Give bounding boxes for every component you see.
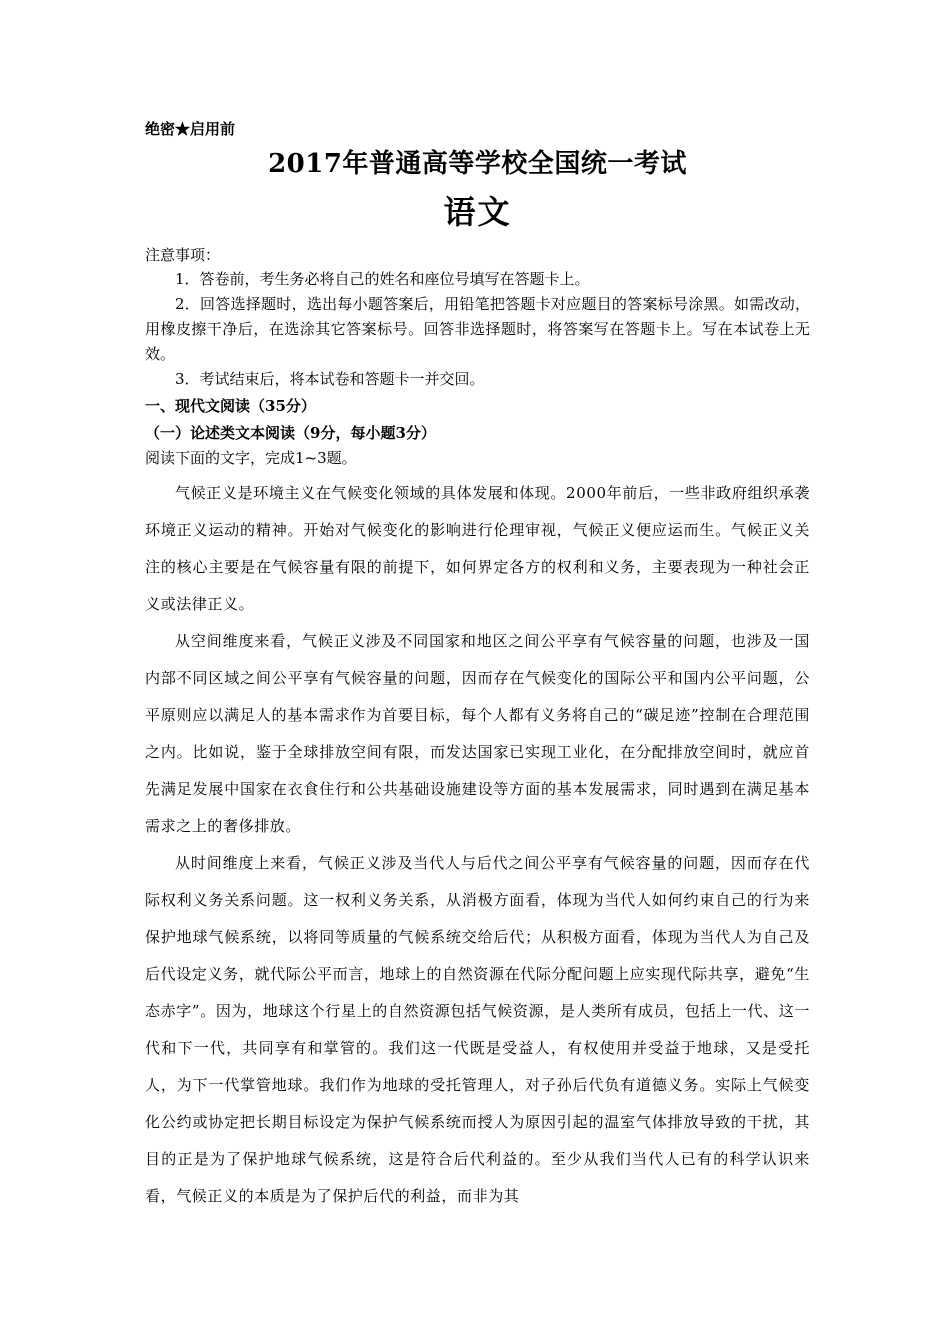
notes-block	[145, 244, 810, 392]
notes-heading: 注意事项：	[145, 246, 221, 264]
note-item: 1．答卷前，考生务必将自己的姓名和座位号填写在答题卡上。	[175, 270, 590, 288]
passage-paragraph: 从时间维度上来看，气候正义涉及当代人与后代之间公平享有气候容量的问题，因而存在代际权利义务关系问题。这一权利义务关系，从消极方面看，体现为当代人如何约束自己的行为来保护地球气候系统，以将同等质量的气候系统交给后代；从积极方面看，体现为当代人为自己及后代设定义务，就代际公平而言，地球上的自然资源在代际分配问题上应实现代际共享，避免“生态赤字”。因为，地球这个行星上的自然资源包括气候资源，是人类所有成员，包括上一代、这一代和下一代，共同享有和掌管的。我们这一代既是受益人，有权使用并受益于地球，又是受托人，为下一代掌管地球。我们作为地球的受托管理人，对子孙后代负有道德义务。实际上气候变化公约或协定把长期目标设定为保护气候系统而授人为原因引起的温室气体排放导致的干扰，其目的正是为了保护地球气候系统，这是符合后代利益的。至少从我们当代人已有的科学认识来看，气候正义的本质是为了保护后代的利益，而非为其	[145, 854, 810, 1205]
note-item: 3．考试结束后，将本试卷和答题卡一并交回。	[175, 370, 485, 388]
section-heading: 一、现代文阅读（35分）	[145, 397, 316, 415]
reading-instruction: 阅读下面的文字，完成1~3题。	[145, 449, 357, 467]
subject-title: 语文	[443, 193, 512, 231]
reading-passage	[145, 475, 810, 1215]
classification-label: 绝密★启用前	[145, 120, 236, 138]
passage-paragraph: 从空间维度来看，气候正义涉及不同国家和地区之间公平享有气候容量的问题，也涉及一国内部不同区域之间公平享有气候容量的问题，因而存在气候变化的国际公平和国内公平问题，公平原则应以满足人的基本需求作为首要目标，每个人都有义务将自己的“碳足迹”控制在合理范围之内。比如说，鉴于全球排放空间有限，而发达国家已实现工业化，在分配排放空间时，就应首先满足发展中国家在衣食住行和公共基础设施建设等方面的基本发展需求，同时遇到在满足基本需求之上的奢侈排放。	[145, 632, 810, 835]
exam-title: 2017年普通高等学校全国统一考试	[268, 149, 687, 179]
exam-page	[145, 118, 810, 1215]
subsection-heading: （一）论述类文本阅读（9分，每小题3分）	[145, 424, 436, 442]
note-item: 2．回答选择题时，选出每小题答案后，用铅笔把答题卡对应题目的答案标号涂黑。如需改动，用橡皮擦干净后，在选涂其它答案标号。回答非选择题时，将答案写在答题卡上。写在本试卷上无效。	[145, 295, 810, 363]
passage-paragraph: 气候正义是环境主义在气候变化领域的具体发展和体现。2000年前后，一些非政府组织承袭环境正义运动的精神。开始对气候变化的影响进行伦理审视，气候正义便应运而生。气候正义关注的核心主要是在气候容量有限的前提下，如何界定各方的权利和义务，主要表现为一种社会正义或法律正义。	[145, 484, 810, 613]
